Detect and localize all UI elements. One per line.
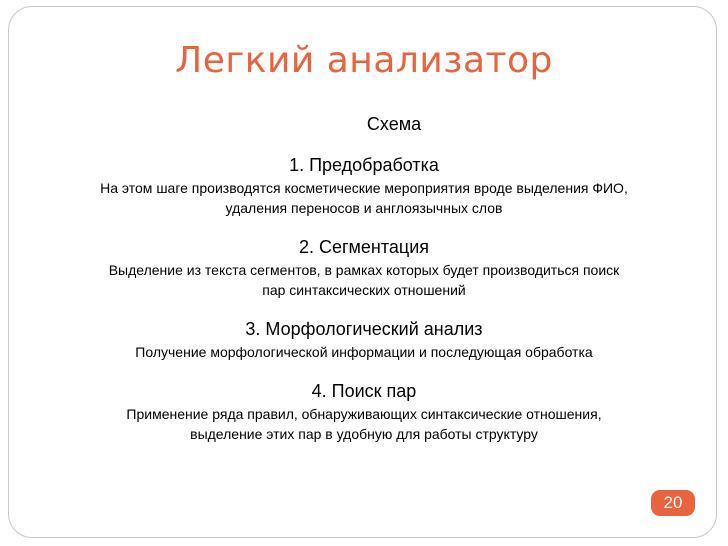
step-description-line: выделение этих пар в удобную для работы структуру [190, 426, 538, 442]
scheme-subtitle: Схема [366, 114, 422, 134]
step-description-line: пар синтаксических отношений [262, 282, 466, 298]
page-number-badge: 20 [651, 490, 695, 516]
step-description-line: Выделение из текста сегментов, в рамках которых будет производиться поиск [108, 262, 620, 278]
slide-title: Легкий анализатор [175, 40, 553, 81]
step-morphological-analysis [40, 318, 688, 362]
step-description [40, 260, 688, 300]
step-description [40, 178, 688, 218]
step-description-line: Применение ряда правил, обнаруживающих синтаксические отношения, [126, 406, 602, 422]
step-description-line: На этом шаге производятся косметические мероприятия вроде выделения ФИО, [100, 180, 628, 196]
step-segmentation [40, 236, 688, 300]
step-heading: 2. Сегментация [298, 237, 430, 257]
step-preprocessing [40, 154, 688, 218]
step-description-line: Получение морфологической информации и последующая обработка [135, 344, 593, 360]
step-heading: 1. Предобработка [289, 155, 439, 175]
slide-content [40, 112, 688, 444]
step-heading: 4. Поиск пар [311, 381, 417, 401]
step-pair-search [40, 380, 688, 444]
step-description [40, 342, 688, 362]
step-description [40, 404, 688, 444]
step-heading: 3. Морфологический анализ [245, 319, 483, 339]
step-description-line: удаления переносов и англоязычных слов [225, 200, 503, 216]
